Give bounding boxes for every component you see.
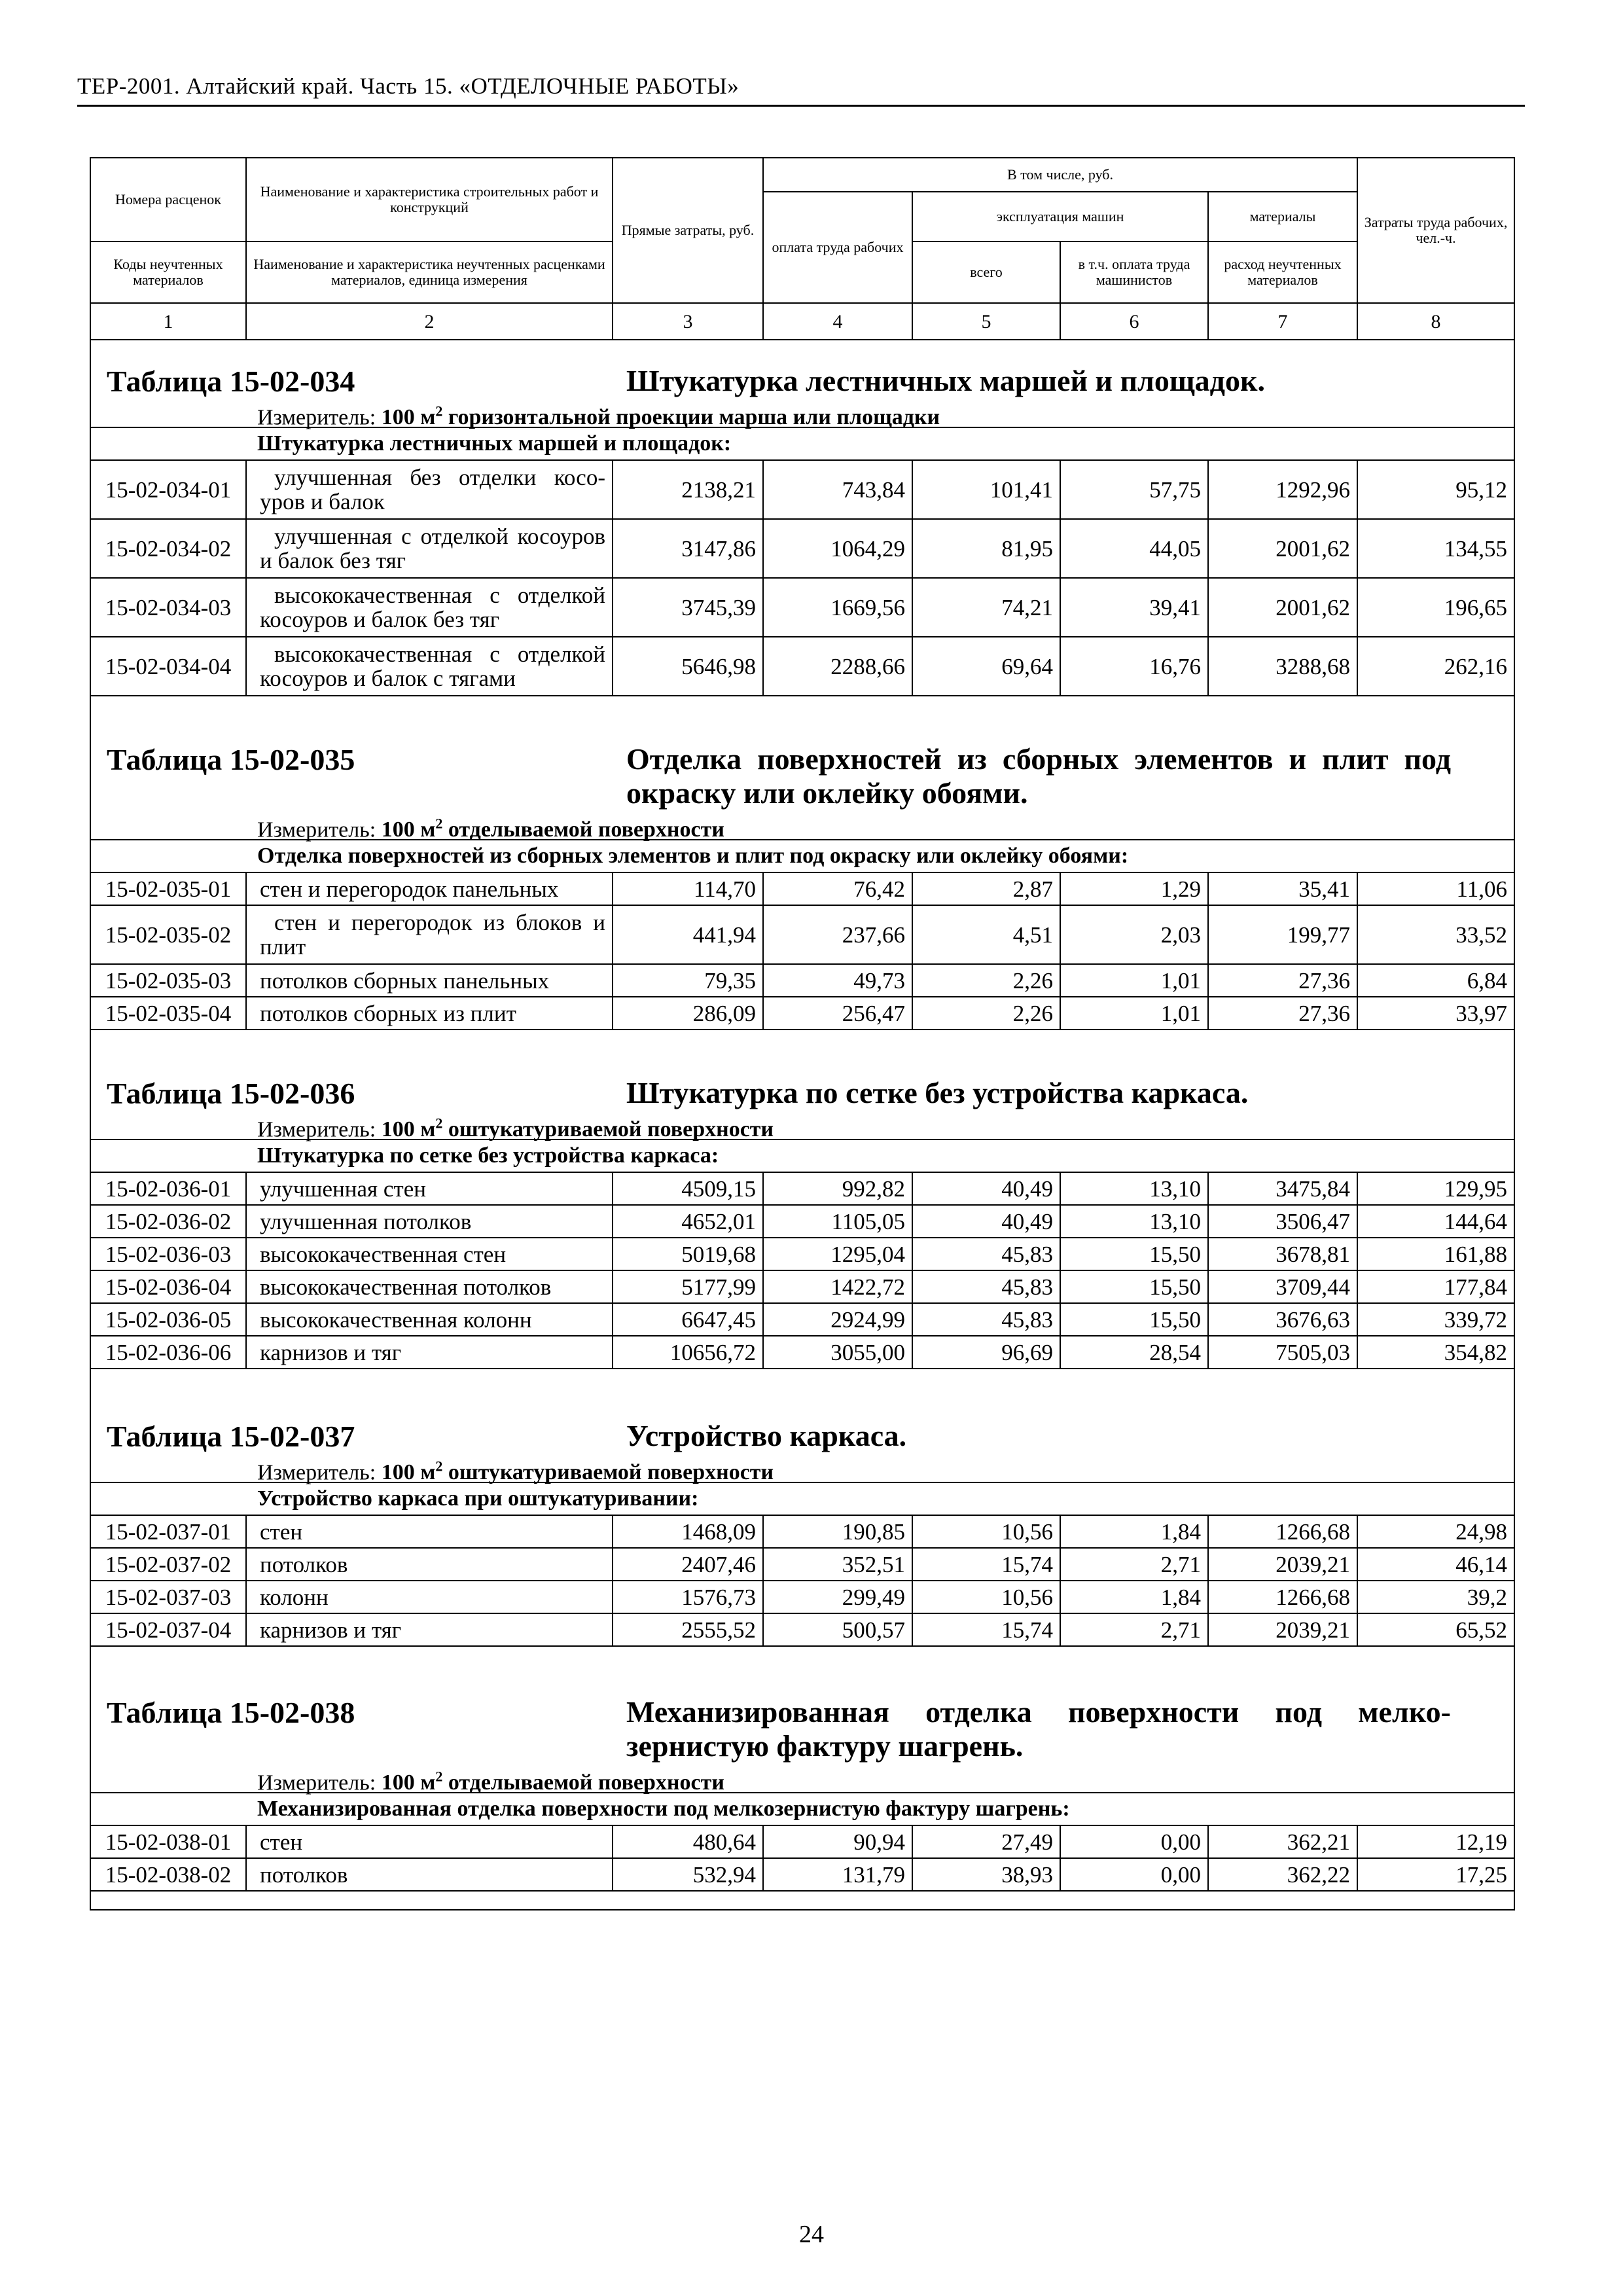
table-row: 15-02-036-01 улучшенная стен 4509,15 992,82 40,49 13,10 3475,84 129,95: [90, 1172, 1514, 1205]
table-row: 15-02-035-01 стен и перегородок панельных 114,70 76,42 2,87 1,29 35,41 11,06: [90, 872, 1514, 905]
rate-table-038: [90, 1693, 1514, 1892]
hdr-col5: всего: [912, 242, 1060, 303]
table-row: 15-02-036-03 высококачественная стен 5019,68 1295,04 45,83 15,50 3678,81 161,88: [90, 1238, 1514, 1270]
table-label: Таблица 15-02-034: [107, 365, 355, 398]
table-row: 15-02-037-01 стен 1468,09 190,85 10,56 1,84 1266,68 24,98: [90, 1515, 1514, 1548]
col-number: 8: [1357, 303, 1514, 340]
table-title: Штукатурка по сетке без устройства каркаса.: [626, 1076, 1249, 1109]
rates-rows: [90, 872, 1515, 1030]
table-row: 15-02-037-02 потолков 2407,46 352,51 15,74 2,71 2039,21 46,14: [90, 1548, 1514, 1581]
table-row: 15-02-036-05 высококачественная колонн 6647,45 2924,99 45,83 15,50 3676,63 339,72: [90, 1303, 1514, 1336]
hdr-materials: материалы: [1208, 192, 1357, 242]
rate-table-036: [90, 1073, 1514, 1369]
table-title: Отделка поверхностей из сборных элементов и плит под окраску или оклейку обоями.: [626, 742, 1451, 810]
table-row: 15-02-035-02 стен и перегородок из блоков и плит 441,94 237,66 4,51 2,03 199,77 33,52: [90, 905, 1514, 964]
rates-rows: [90, 459, 1515, 696]
table-row: 15-02-034-03 высококачественная с отделкой косоуров и балок без тяг 3745,39 1669,56 74,21 39,41 2001,62 196,65: [90, 578, 1514, 637]
hdr-col1-bottom: Коды неучтенных материалов: [90, 242, 246, 303]
hdr-incl: В том числе, руб.: [763, 158, 1357, 192]
table-row: 15-02-035-04 потолков сборных из плит 286,09 256,47 2,26 1,01 27,36 33,97: [90, 997, 1514, 1030]
measure-line: Измеритель: 100 $м^2$ горизонтальной проекции марша или площадки: [257, 403, 940, 430]
hdr-col3: Прямые затраты, руб.: [613, 158, 763, 303]
table-row: 15-02-038-02 потолков 532,94 131,79 38,93 0,00 362,22 17,25: [90, 1858, 1514, 1891]
rate-table-035: [90, 740, 1514, 1030]
rates-rows: [90, 1825, 1515, 1892]
table-title: Механизированная отделка поверхности под мелкозернистую фактуру шагрень.: [626, 1695, 1451, 1763]
table-row: 15-02-037-04 карнизов и тяг 2555,52 500,57 15,74 2,71 2039,21 65,52: [90, 1613, 1514, 1646]
hdr-col2-bottom: Наименование и характеристика неучтенных расценками материалов, единица измерения: [246, 242, 613, 303]
measure-line: Измеритель: 100 $м^2$ отделываемой поверхности: [257, 1768, 724, 1795]
rate-table-034: [90, 361, 1514, 696]
measure-line: Измеритель: 100 $м^2$ отделываемой поверхности: [257, 816, 724, 842]
group-heading: Штукатурка лестничных маршей и площадок:: [90, 427, 1514, 459]
table-row: 15-02-034-04 высококачественная с отделкой косоуров и балок с тягами 5646,98 2288,66 69,64 16,76 3288,68 262,16: [90, 637, 1514, 696]
col-number: 6: [1060, 303, 1208, 340]
column-header-table: [90, 157, 1515, 340]
page-number: 24: [799, 2221, 824, 2248]
table-label: Таблица 15-02-037: [107, 1420, 355, 1453]
table-label: Таблица 15-02-038: [107, 1696, 355, 1729]
col-number: 4: [763, 303, 912, 340]
col-number: 1: [90, 303, 246, 340]
col-number: 2: [246, 303, 613, 340]
hdr-col1-top: Номера расценок: [90, 158, 246, 242]
group-heading: Устройство каркаса при оштукатуривании:: [90, 1482, 1514, 1515]
table-label: Таблица 15-02-035: [107, 743, 355, 776]
hdr-col2-top: Наименование и характеристика строительных работ и конструкций: [246, 158, 613, 242]
table-title: Штукатурка лестничных маршей и площадок.: [626, 364, 1265, 397]
col-number: 5: [912, 303, 1060, 340]
group-heading: Отделка поверхностей из сборных элементов и плит под окраску или оклейку обоями:: [90, 839, 1514, 872]
col-number: 3: [613, 303, 763, 340]
hdr-col6: в т.ч. оплата труда машинистов: [1060, 242, 1208, 303]
header-rule: [77, 105, 1525, 107]
rates-rows: [90, 1172, 1515, 1369]
col-number: 7: [1208, 303, 1357, 340]
group-heading: Механизированная отделка поверхности под мелкозернистую фактуру шагрень:: [90, 1792, 1514, 1825]
running-header: ТЕР-2001. Алтайский край. Часть 15. «ОТДЕЛОЧНЫЕ РАБОТЫ»: [77, 73, 740, 99]
hdr-col4: оплата труда рабочих: [763, 192, 912, 303]
hdr-col7: расход неучтенных материалов: [1208, 242, 1357, 303]
table-row: 15-02-037-03 колонн 1576,73 299,49 10,56 1,84 1266,68 39,2: [90, 1581, 1514, 1613]
measure-line: Измеритель: 100 $м^2$ оштукатуриваемой поверхности: [257, 1458, 774, 1485]
table-row: 15-02-036-02 улучшенная потолков 4652,01 1105,05 40,49 13,10 3506,47 144,64: [90, 1205, 1514, 1238]
table-row: 15-02-034-02 улучшенная с отделкой косоуров и балок без тяг 3147,86 1064,29 81,95 44,05 2001,62 134,55: [90, 519, 1514, 578]
table-row: 15-02-036-04 высококачественная потолков 5177,99 1422,72 45,83 15,50 3709,44 177,84: [90, 1270, 1514, 1303]
table-title: Устройство каркаса.: [626, 1419, 907, 1452]
table-row: 15-02-034-01 улучшенная без отделки косоуров и балок 2138,21 743,84 101,41 57,75 1292,96 95,12: [90, 460, 1514, 519]
measure-line: Измеритель: 100 $м^2$ оштукатуриваемой поверхности: [257, 1115, 774, 1142]
hdr-machines: эксплуатация машин: [912, 192, 1208, 242]
group-heading: Штукатурка по сетке без устройства каркаса:: [90, 1139, 1514, 1172]
rate-table-037: [90, 1416, 1514, 1647]
table-row: 15-02-038-01 стен 480,64 90,94 27,49 0,00 362,21 12,19: [90, 1825, 1514, 1858]
rates-rows: [90, 1515, 1515, 1647]
table-row: 15-02-035-03 потолков сборных панельных 79,35 49,73 2,26 1,01 27,36 6,84: [90, 964, 1514, 997]
hdr-col8: Затраты труда рабочих, чел.-ч.: [1357, 158, 1514, 303]
table-row: 15-02-036-06 карнизов и тяг 10656,72 3055,00 96,69 28,54 7505,03 354,82: [90, 1336, 1514, 1369]
table-label: Таблица 15-02-036: [107, 1077, 355, 1110]
